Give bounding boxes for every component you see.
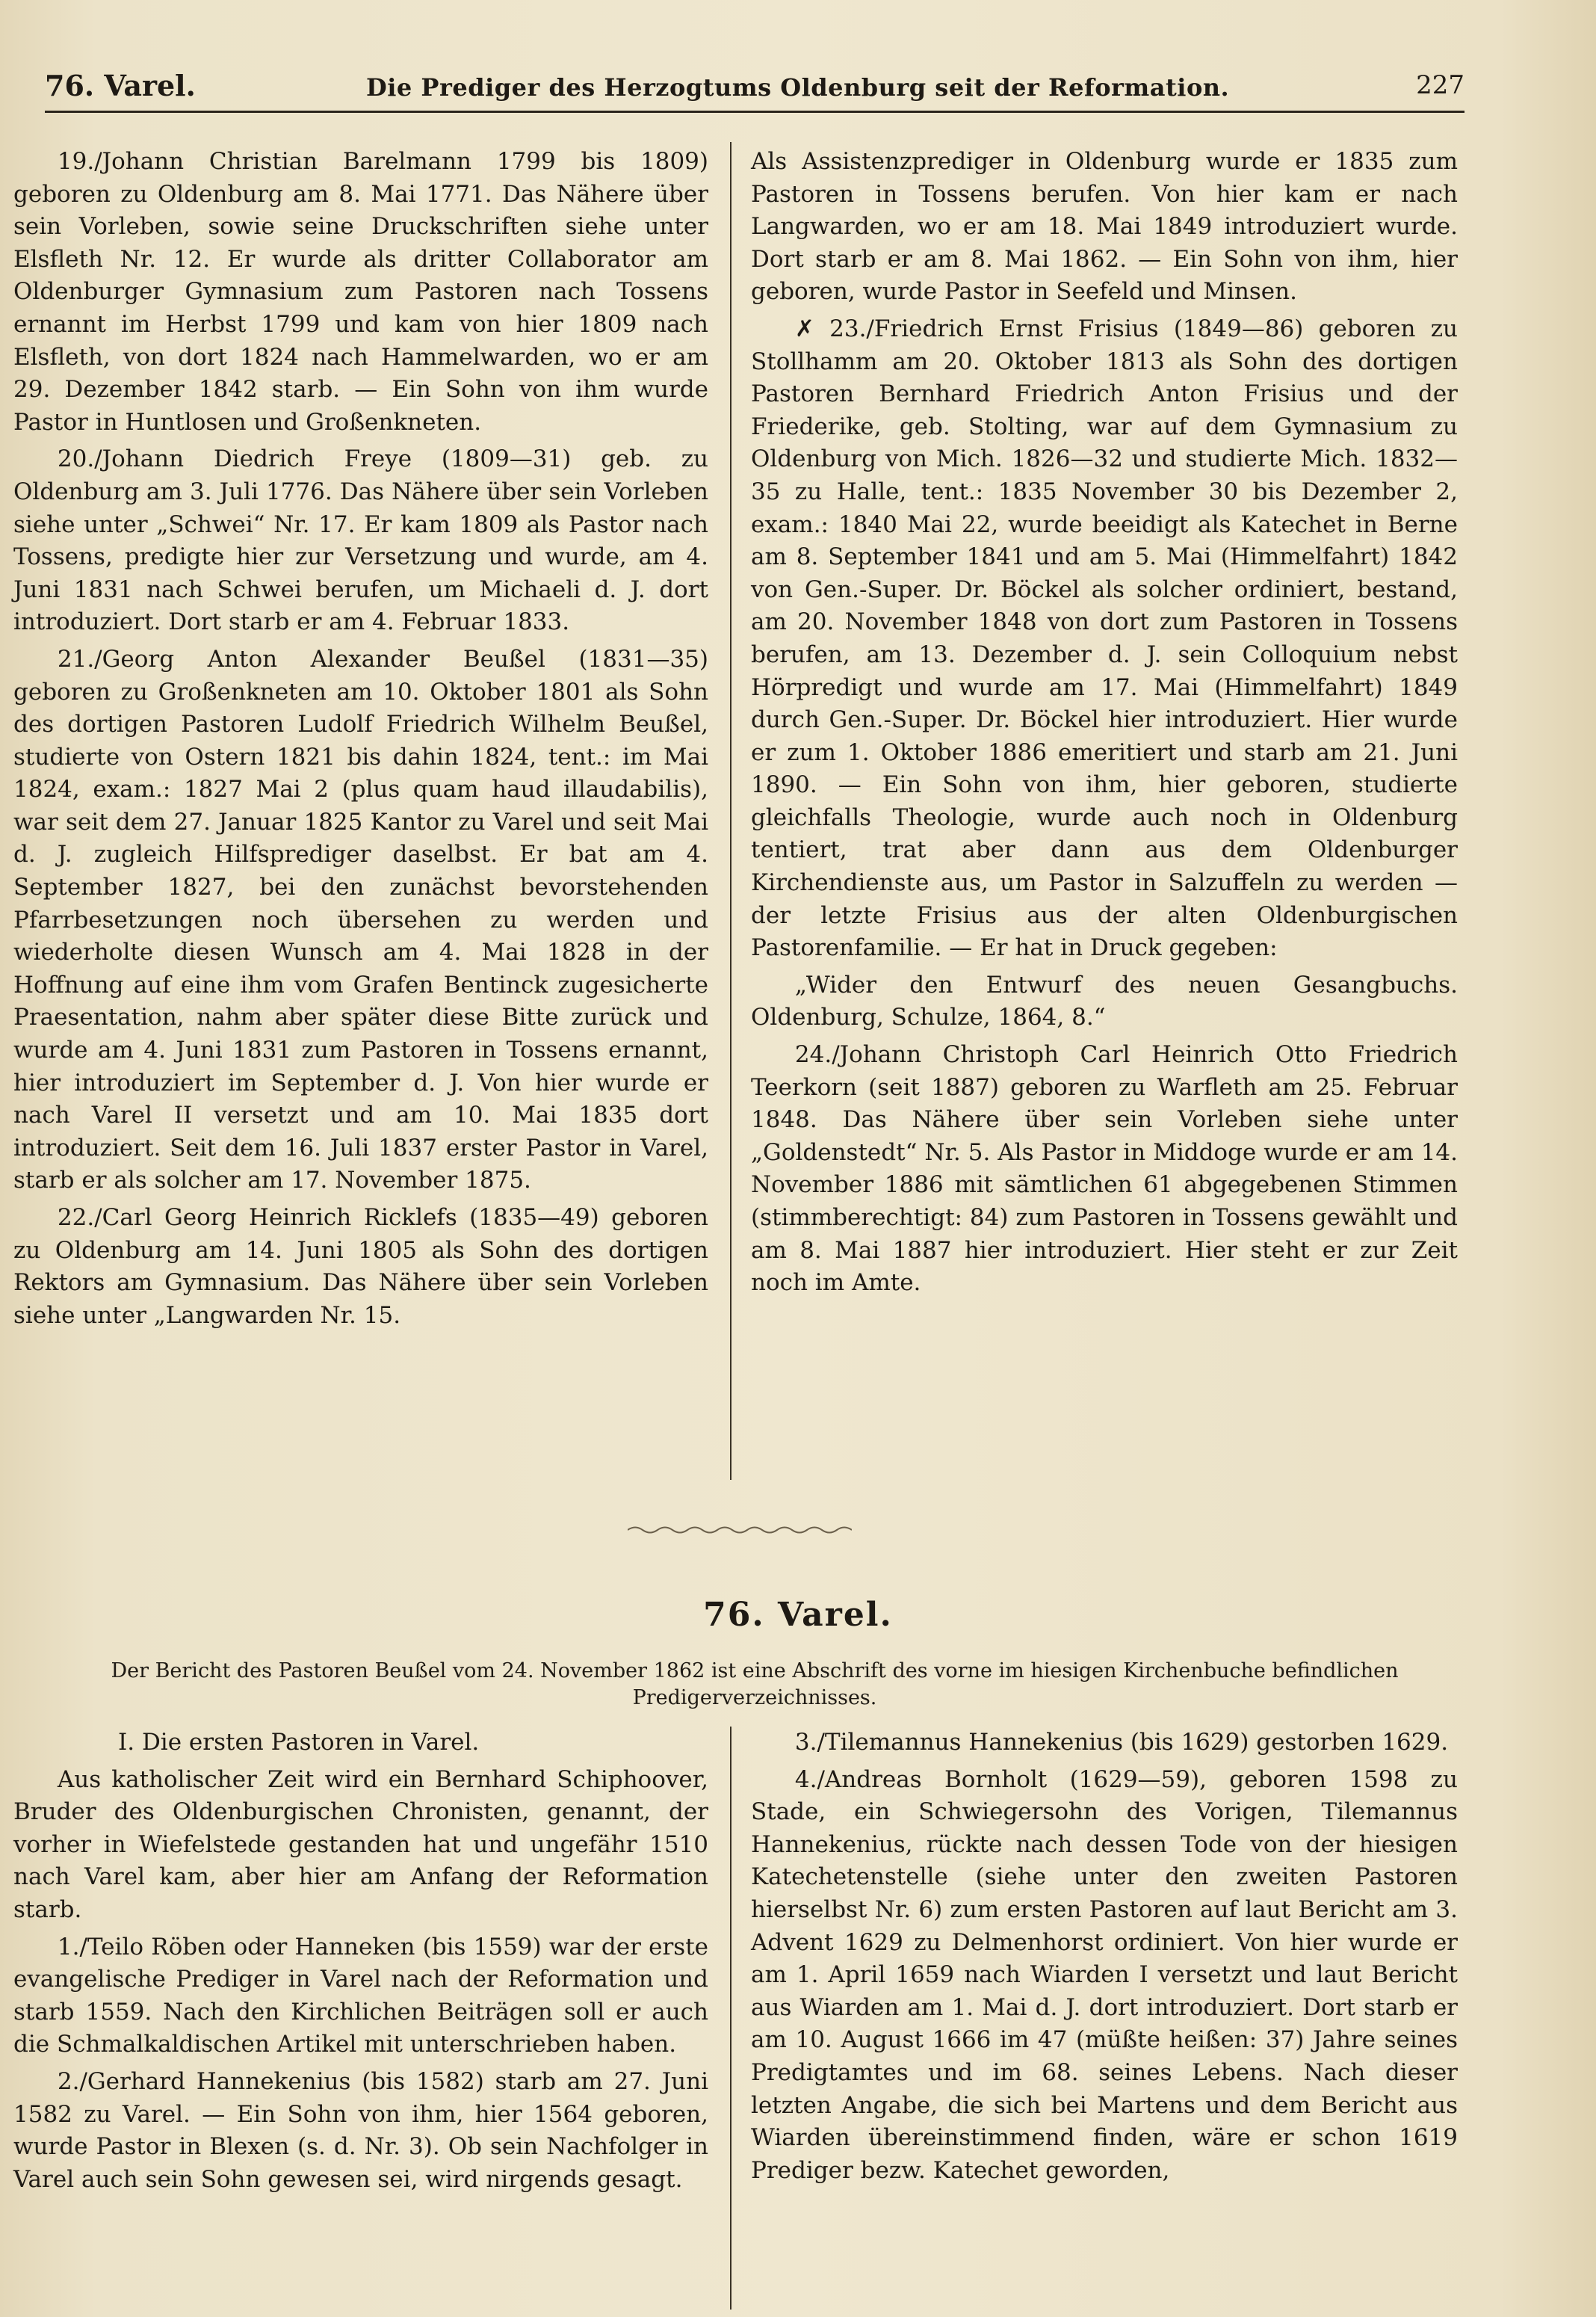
- section-note: Der Bericht des Pastoren Beußel vom 24. November 1862 ist eine Abschrift des vorne im hiesigen Kirchenbuche befindlichen Predigerverzeichnisses.: [111, 1659, 1399, 1709]
- column-divider-lower: [730, 1727, 732, 2310]
- entry-21: 21./Georg Anton Alexander Beußel (1831—35) geboren zu Großenkneten am 10. Oktober 1801 als Sohn des dortigen Pastoren Ludolf Friedrich Wilhelm Beußel, studierte von Ostern 1821 bis dahin 1824, tent.: im Mai 1824, exam.: 1827 Mai 2 (plus quam haud illaudabilis), war seit dem 27. Januar 1825 Kantor zu Varel und seit Mai d. J. zugleich Hilfsprediger daselbst. Er bat am 4. September 1827, bei den zunächst bevorstehenden Pfarrbesetzungen noch übersehen zu werden und wiederholte diesen Wunsch am 4. Mai 1828 in der Hoffnung auf eine ihm vom Grafen Bentinck zugesicherte Praesentation, nahm aber später diese Bitte zurück und wurde am 4. Juni 1831 zum Pastoren in Tossens ernannt, hier introduziert im September d. J. Von hier wurde er nach Varel II versetzt und am 10. Mai 1835 dort introduziert. Seit dem 16. Juli 1837 erster Pastor in Varel, starb er als solcher am 17. November 1875.: [13, 645, 708, 1194]
- publication-quote: „Wider den Entwurf des neuen Gesangbuchs. Oldenburg, Schulze, 1864, 8.“: [751, 971, 1458, 1031]
- entry-23: ✗ 23./Friedrich Ernst Frisius (1849—86) geboren zu Stollhamm am 20. Oktober 1813 als Sohn des dortigen Pastoren Bernhard Friedrich Anton Frisius und der Friederike, geb. Stolting, war auf dem Gymnasium zu Oldenburg von Mich. 1826—32 und studierte Mich. 1832—35 zu Halle, tent.: 1835 November 30 bis Dezember 2, exam.: 1840 Mai 22, wurde beeidigt als Katechet in Berne am 8. September 1841 und am 5. Mai (Himmelfahrt) 1842 von Gen.-Super. Dr. Böckel als solcher ordiniert, bestand, am 20. November 1848 von dort zum Pastoren in Tossens berufen, am 13. Dezember d. J. sein Colloquium nebst Hörpredigt und wurde am 17. Mai (Himmelfahrt) 1849 durch Gen.-Super. Dr. Böckel hier introduziert. Hier wurde er zum 1. Oktober 1886 emeritiert und starb am 21. Juni 1890. — Ein Sohn von ihm, hier geboren, studierte gleichfalls Theologie, wurde auch noch in Oldenburg tentiert, trat aber dann aus dem Oldenburger Kirchendienste aus, um Pastor in Salzuffeln zu werden — der letzte Frisius aus der alten Oldenburgischen Pastorenfamilie. — Er hat in Druck gegeben:: [751, 315, 1458, 962]
- entry-19: 19./Johann Christian Barelmann 1799 bis 1809) geboren zu Oldenburg am 8. Mai 1771. Das Nähere über sein Vorleben, sowie seine Druckschriften siehe unter Elsfleth Nr. 12. Er wurde als dritter Collaborator am Oldenburger Gymnasium zum Pastoren nach Tossens ernannt im Herbst 1799 und kam von hier 1809 nach Elsfleth, von dort 1824 nach Hammelwarden, wo er am 29. Dezember 1842 starb. — Ein Sohn von ihm wurde Pastor in Huntlosen und Großenkneten.: [13, 148, 708, 436]
- header-book-title: Die Prediger des Herzogtums Oldenburg seit der Reformation.: [366, 73, 1230, 102]
- varel-entry-2: 2./Gerhard Hannekenius (bis 1582) starb am 27. Juni 1582 zu Varel. — Ein Sohn von ihm, hier 1564 geboren, wurde Pastor in Blexen (s. d. Nr. 3). Ob sein Nachfolger in Varel auch sein Sohn gewesen sei, wird nirgends gesagt.: [13, 2067, 708, 2193]
- varel-entry-4: 4./Andreas Bornholt (1629—59), geboren 1598 zu Stade, ein Schwiegersohn des Vorigen, Tilemannus Hannekenius, rückte nach dessen Tode von der hiesigen Katechetenstelle (siehe unter den zweiten Pastoren hierselbst Nr. 6) zum ersten Pastoren auf laut Bericht am 3. Advent 1629 zu Delmenhorst ordiniert. Von hier wurde er am 1. April 1659 nach Wiarden I versetzt und laut Bericht aus Wiarden am 1. Mai d. J. dort introduziert. Dort starb er am 10. August 1666 im 47 (müßte heißen: 37) Jahre seines Predigtamtes und im 68. seines Lebens. Nach dieser letzten Angabe, die sich bei Martens und dem Bericht aus Wiarden übereinstimmend finden, wäre er schon 1619 Prediger bezw. Katechet geworden,: [751, 1765, 1458, 2184]
- varel-entry-3: 3./Tilemannus Hannekenius (bis 1629) gestorben 1629.: [794, 1729, 1449, 1756]
- lower-left-column: [13, 1727, 708, 2196]
- upper-left-column: [13, 146, 708, 1332]
- header-section-label: 76. Varel.: [45, 69, 196, 102]
- entry-24: 24./Johann Christoph Carl Heinrich Otto Friedrich Teerkorn (seit 1887) geboren zu Warfleth am 25. Februar 1848. Das Nähere über sein Vorleben siehe unter „Goldenstedt“ Nr. 5. Als Pastor in Middoge wurde er am 14. November 1886 mit sämtlichen 61 abgegebenen Stimmen (stimmberechtigt: 84) zum Pastoren in Tossens gewählt und am 8. Mai 1887 hier introduziert. Hier steht er zur Zeit noch im Amte.: [751, 1041, 1458, 1297]
- running-header: [45, 66, 1464, 113]
- entry-22-continued: Als Assistenzprediger in Oldenburg wurde er 1835 zum Pastoren in Tossens berufen. Von hier kam er nach Langwarden, wo er am 18. Mai 1849 introduziert wurde. Dort starb er am 8. Mai 1862. — Ein Sohn von ihm, hier geboren, wurde Pastor in Seefeld und Minsen.: [751, 148, 1458, 306]
- subsection-heading: I. Die ersten Pastoren in Varel.: [118, 1729, 480, 1756]
- varel-entry-1: 1./Teilo Röben oder Hanneken (bis 1559) war der erste evangelische Prediger in Varel nach der Reformation und starb 1559. Nach den Kirchlichen Beiträgen soll er auch die Schmalkaldischen Artikel mit unterschrieben haben.: [13, 1933, 708, 2058]
- column-divider-upper: [730, 142, 732, 1480]
- upper-right-column: [751, 146, 1458, 1300]
- catholic-era-paragraph: Aus katholischer Zeit wird ein Bernhard Schiphoover, Bruder des Oldenburgischen Chronisten, genannt, der vorher in Wiefelstede gestanden hat und ungefähr 1510 nach Varel kam, aber hier am Anfang der Reformation starb.: [13, 1765, 708, 1923]
- entry-20: 20./Johann Diedrich Freye (1809—31) geb. zu Oldenburg am 3. Juli 1776. Das Nähere über sein Vorleben siehe unter „Schwei“ Nr. 17. Er kam 1809 als Pastor nach Tossens, predigte hier zur Versetzung und wurde, am 4. Juni 1831 nach Schwei berufen, um Michaeli d. J. dort introduziert. Dort starb er am 4. Februar 1833.: [13, 445, 708, 636]
- section-title: 76. Varel.: [703, 1596, 893, 1634]
- lower-right-column: [751, 1727, 1458, 2187]
- entry-22: 22./Carl Georg Heinrich Ricklefs (1835—49) geboren zu Oldenburg am 14. Juni 1805 als Sohn des dortigen Rektors am Gymnasium. Das Nähere über sein Vorleben siehe unter „Langwarden Nr. 15.: [13, 1204, 708, 1329]
- section-ornament: [628, 1525, 852, 1535]
- page-number: 227: [1416, 70, 1464, 100]
